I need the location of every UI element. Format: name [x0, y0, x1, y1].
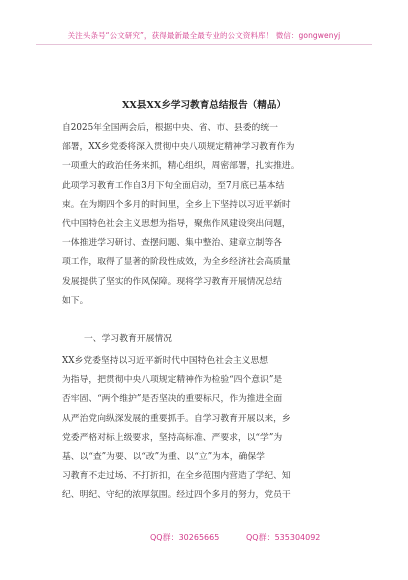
header-banner: 关注头条号“公文研究”，获得最新最全最专业的公文资料库！ 微信：gongwenyj [67, 31, 341, 40]
paragraph-line: 一体推进学习研讨、查摆问题、集中整治、建章立制等各 [62, 238, 282, 249]
paragraph-line: 代中国特色社会主义思想为指导，聚焦作风建设突出问题， [62, 219, 291, 230]
paragraph-line: 一项重大的政治任务来抓，精心组织，周密部署，扎实推进。 [62, 161, 300, 172]
paragraph-line: 党委严格对标上级要求，坚持高标准、严要求，以“学”为 [62, 432, 283, 443]
paragraph-line: 此项学习教育工作自3月下旬全面启动，至7月底已基本结 [62, 180, 285, 191]
paragraph-line: 发展提供了坚实的作风保障。现将学习教育开展情况总结 [62, 276, 282, 287]
paragraph-line: 如下。 [62, 295, 89, 306]
footer [40, 532, 368, 544]
paragraph-line: 项工作，取得了显著的阶段性成效，为全乡经济社会高质量 [62, 257, 291, 268]
paragraph-line: 从严治党向纵深发展的重要抓手。自学习教育开展以来，乡 [62, 413, 291, 424]
paragraph-intro [62, 119, 350, 311]
paragraph-line: 自2025年全国两会后，根据中央、省、市、县委的统一 [62, 123, 278, 133]
paragraph-line: 基、以“查”为要、以“改”为重、以“立”为本，确保学 [62, 452, 265, 463]
document-title: XX县XX乡学习教育总结报告（精品） [121, 100, 287, 111]
paragraph-line: 纪、明纪、守纪的浓厚氛围。经过四个多月的努力，党员干 [62, 490, 291, 501]
footer-qq-group-1: QQ群：30265665 [150, 533, 220, 542]
paragraph-line: 否牢固、“两个维护”是否坚决的重要标尺，作为推进全面 [62, 394, 283, 405]
paragraph-section1 [62, 352, 350, 506]
paragraph-line: XX乡党委坚持以习近平新时代中国特色社会主义思想 [62, 356, 269, 366]
paragraph-line: 习教育不走过场、不打折扣，在全乡范围内营造了学纪、知 [62, 471, 291, 482]
paragraph-line: 部署，XX乡党委将深入贯彻中央八项规定精神学习教育作为 [62, 142, 295, 153]
footer-qq-group-2: QQ群：535304092 [246, 533, 321, 542]
section-heading: 一、学习教育开展情况 [84, 334, 172, 344]
paragraph-line: 束。在为期四个多月的时间里，全乡上下坚持以习近平新时 [62, 199, 291, 210]
paragraph-line: 为指导，把贯彻中央八项规定精神作为检验“四个意识”是 [62, 375, 283, 386]
header-divider [36, 44, 372, 45]
